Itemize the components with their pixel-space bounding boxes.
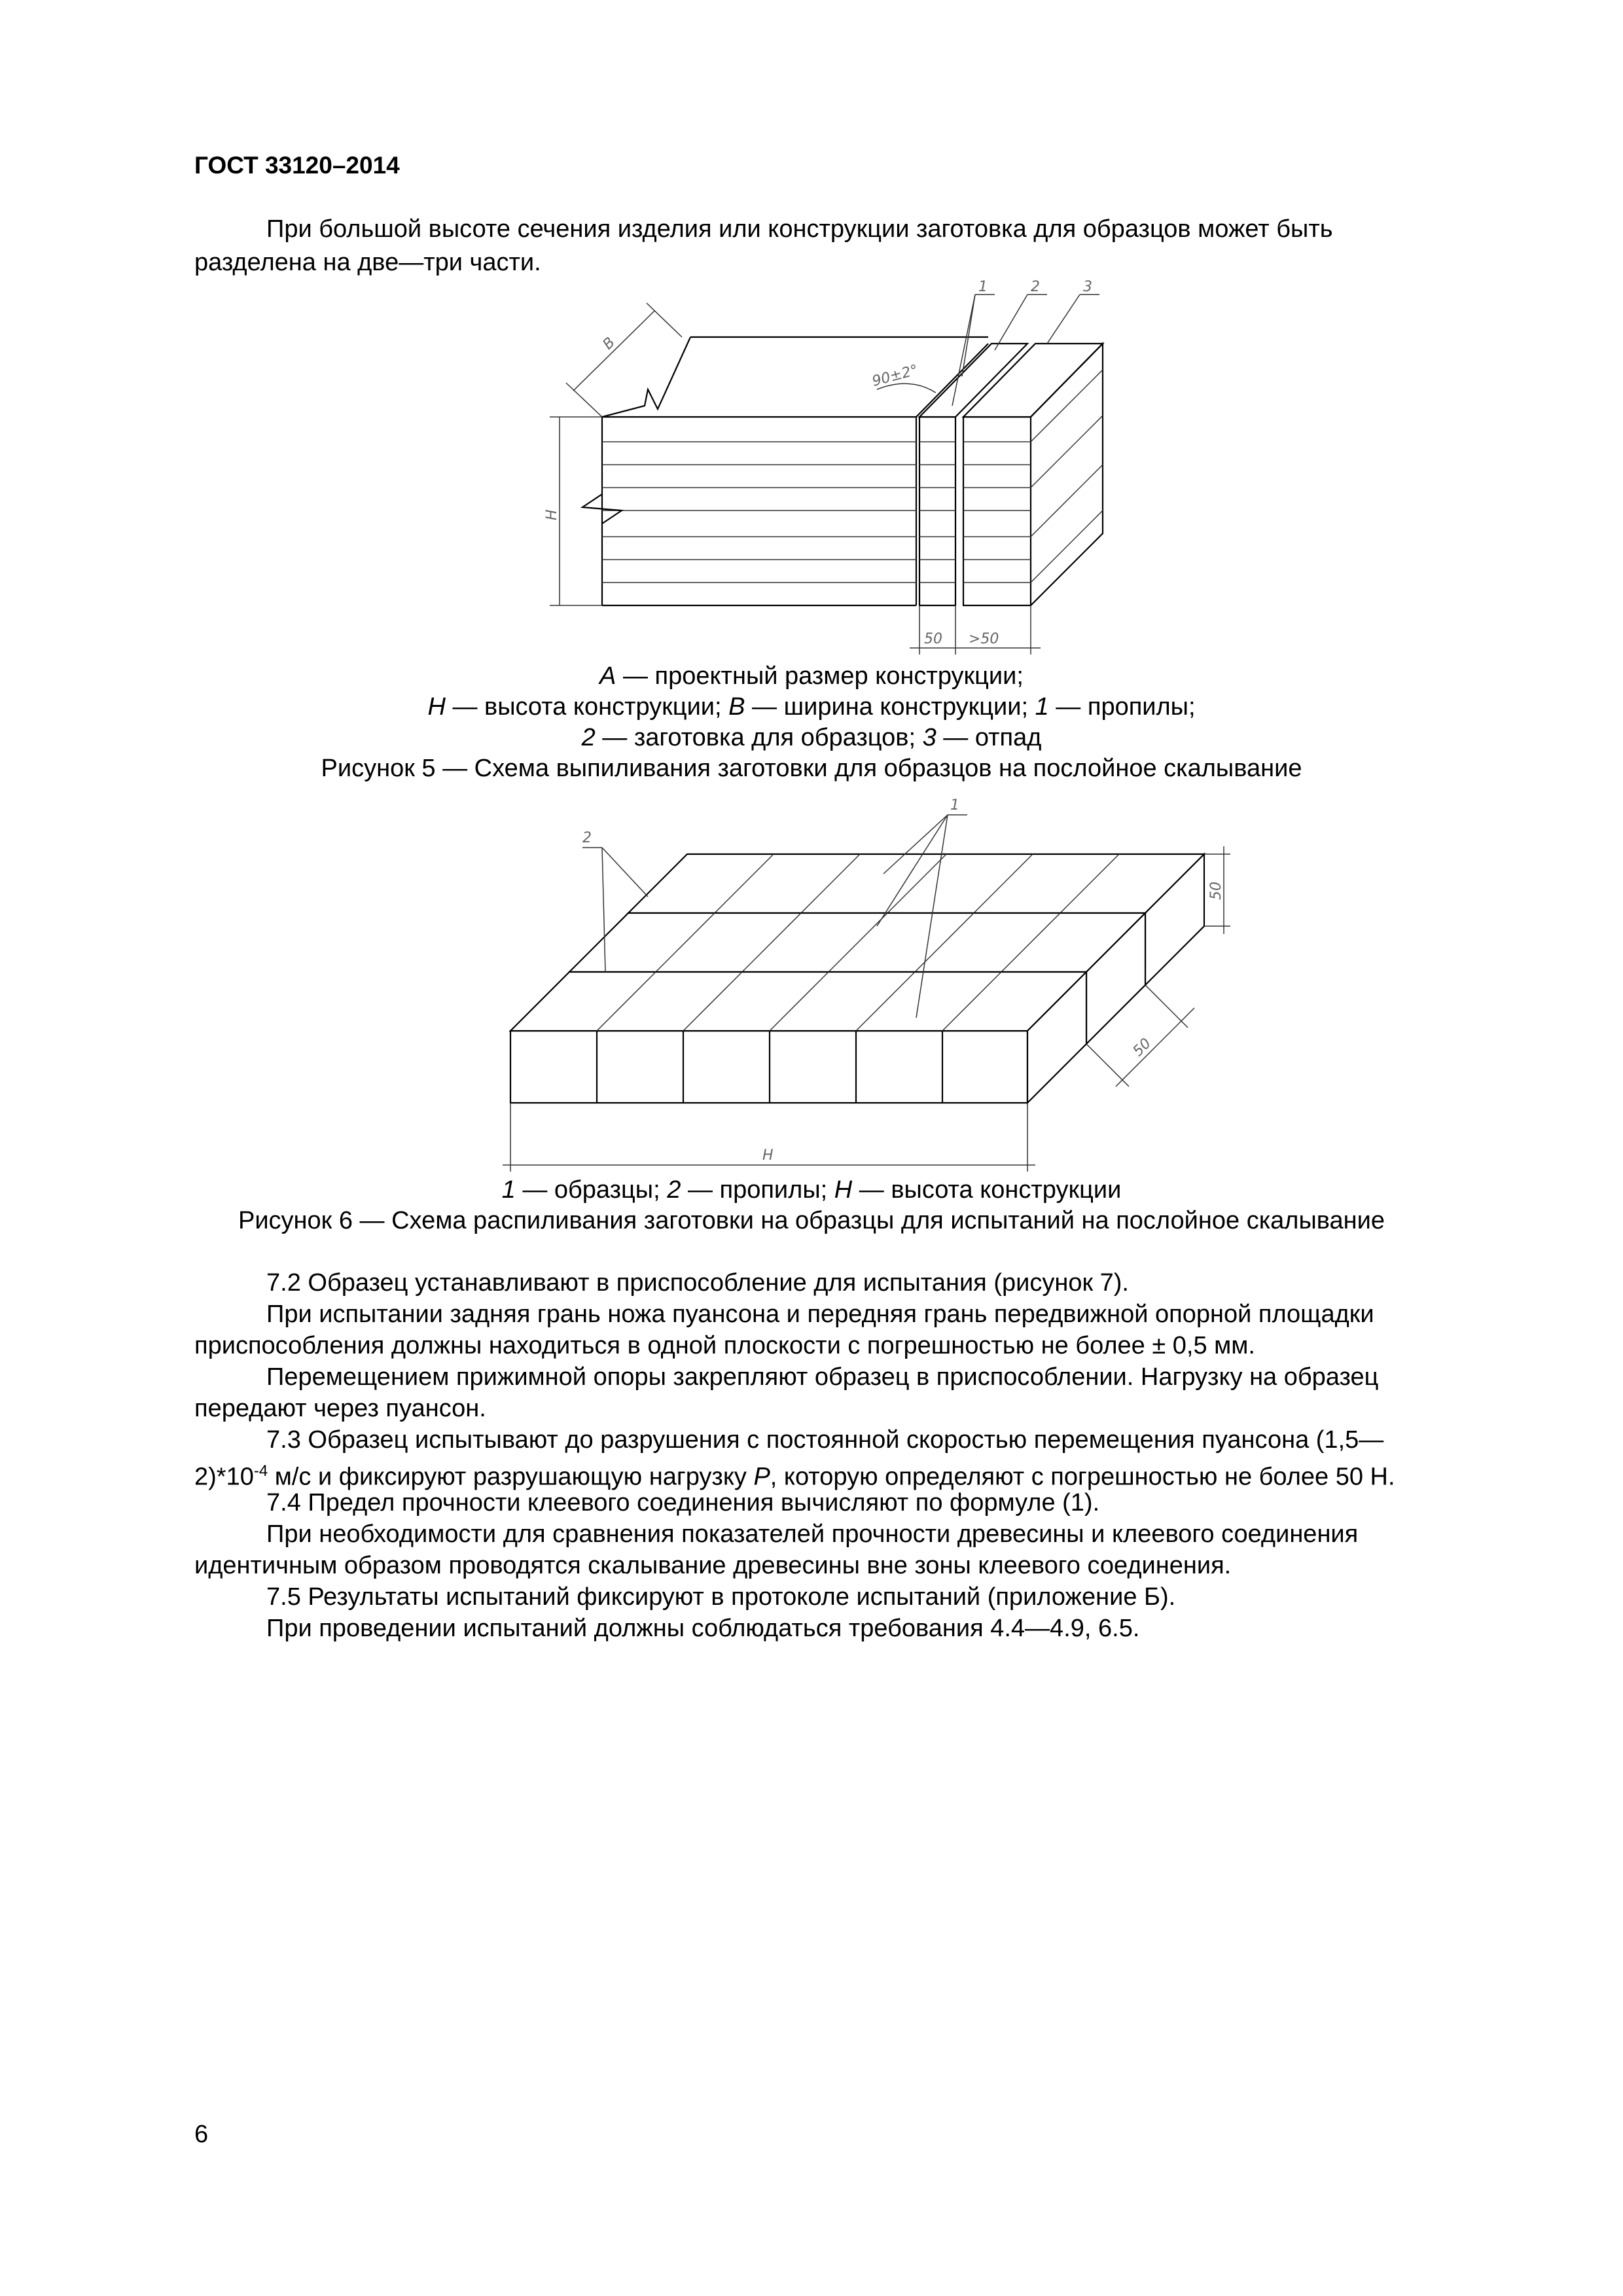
leader-3 xyxy=(1047,295,1080,344)
dim-b-label: B xyxy=(599,334,618,353)
legend-num-3: 3 xyxy=(922,724,936,751)
document-code-header: ГОСТ 33120–2014 xyxy=(194,152,400,179)
p3b-text: передают через пуансон. xyxy=(194,1395,486,1422)
figure-5-legend-1 xyxy=(131,661,1492,691)
p4b-mid: м/с и фиксируют разрушающую нагрузку xyxy=(268,1463,754,1491)
figure-5-legend-3 xyxy=(131,723,1492,753)
p3a-text: Перемещением прижимной опоры закрепляют образец в приспособлении. Нагрузку на образец xyxy=(266,1363,1379,1391)
legend-var-a: A xyxy=(599,662,616,690)
dim-h-label: H xyxy=(762,1147,774,1164)
legend-var-b: B xyxy=(728,693,745,721)
paragraph-comparison xyxy=(194,1518,1494,1551)
dim-50b-line xyxy=(1116,1008,1194,1086)
legend-a-text: — проектный размер конструкции; xyxy=(616,662,1024,690)
legend-h-text: — высота конструкции xyxy=(852,1176,1122,1204)
dim-gt50-label: >50 xyxy=(969,631,999,647)
dim-50-label: 50 xyxy=(924,631,942,647)
leader-3-label: 3 xyxy=(1083,279,1092,295)
legend-b-text: — ширина конструкции; xyxy=(745,693,1035,721)
paragraph-test-position xyxy=(194,1298,1494,1331)
dim-b-ext-1 xyxy=(566,383,602,417)
legend-var-h: H xyxy=(427,693,446,721)
p8-text: При проведении испытаний должны соблюдаться требования 4.4—4.9, 6.5. xyxy=(266,1615,1140,1642)
leader-1-label: 1 xyxy=(950,797,959,814)
leader-2-label: 2 xyxy=(582,830,592,846)
legend-num-1: 1 xyxy=(501,1176,516,1204)
leader-2 xyxy=(995,295,1027,350)
dim-b-ext-2 xyxy=(647,303,682,337)
page-number: 6 xyxy=(194,2121,209,2148)
p4b-post: , которую определяют с погрешностью не более 50 Н. xyxy=(770,1463,1395,1491)
p6a-text: При необходимости для сравнения показателей прочности древесины и клеевого соединения xyxy=(266,1520,1359,1548)
figure-6-drawing xyxy=(484,795,1257,1194)
legend-3-text: — отпад xyxy=(936,724,1042,751)
paragraph-test-position-cont xyxy=(194,1329,1494,1362)
dim-50b-label: 50 xyxy=(1130,1035,1155,1060)
paragraph-clamp-cont xyxy=(194,1392,1494,1425)
legend-1-text: — образцы; xyxy=(515,1176,668,1204)
figure-6-legend xyxy=(131,1175,1492,1205)
figure-5-legend-2 xyxy=(131,692,1492,722)
paragraph-7-4 xyxy=(194,1486,1494,1519)
p4a-text: 7.3 Образец испытывают до разрушения с постоянной скоростью перемещения пуансона (1,5— xyxy=(266,1426,1384,1454)
paragraph-comparison-cont xyxy=(194,1549,1494,1582)
figure-5-title: Рисунок 5 — Схема выпиливания заготовки для образцов на послойное скалывание xyxy=(321,755,1302,782)
p4b-exponent: -4 xyxy=(253,1462,268,1480)
p5-text: 7.4 Предел прочности клеевого соединения вычисляют по формуле (1). xyxy=(266,1489,1100,1516)
legend-2-text: — пропилы; xyxy=(681,1176,834,1204)
dim-b-line xyxy=(573,311,654,391)
p1-text: 7.2 Образец устанавливают в приспособление для испытания (рисунок 7). xyxy=(266,1269,1129,1297)
front-row-specimens xyxy=(510,972,1086,1103)
paragraph-7-5 xyxy=(194,1581,1494,1613)
leader-2-a xyxy=(602,848,648,897)
main-block-laminations xyxy=(602,417,916,605)
legend-var-h: H xyxy=(834,1176,853,1204)
intro-paragraph xyxy=(194,213,1494,245)
p7-text: 7.5 Результаты испытаний фиксируют в протоколе испытаний (приложение Б). xyxy=(266,1583,1176,1611)
figure-6-title: Рисунок 6 — Схема распиливания заготовки на образцы для испытаний на послойное скалывание xyxy=(238,1207,1385,1234)
leader-1-label: 1 xyxy=(978,279,988,295)
paragraph-requirements xyxy=(194,1612,1494,1645)
intro-paragraph-cont xyxy=(194,246,1494,279)
legend-num-1: 1 xyxy=(1035,693,1049,721)
p2b-text: приспособления должны находиться в одной плоскости с погрешностью не более ± 0,5 мм. xyxy=(194,1332,1255,1359)
figure-5-svg xyxy=(510,278,1178,664)
intro-line-2: разделена на две—три части. xyxy=(194,249,541,276)
angle-label: 90±2° xyxy=(870,362,920,390)
legend-num-2: 2 xyxy=(581,724,596,751)
dim-50a-label: 50 xyxy=(1208,882,1224,900)
legend-h-text: — высота конструкции; xyxy=(445,693,729,721)
p6b-text: идентичным образом проводятся скалывание древесины вне зоны клеевого соединения. xyxy=(194,1552,1232,1579)
leader-2-label: 2 xyxy=(1031,279,1040,295)
legend-2-text: — заготовка для образцов; xyxy=(595,724,923,751)
p2a-text: При испытании задняя грань ножа пуансона и передняя грань передвижной опорной площадки xyxy=(266,1300,1374,1328)
legend-1-text: — пропилы; xyxy=(1048,693,1196,721)
p4b-var: P xyxy=(753,1463,770,1491)
paragraph-clamp xyxy=(194,1361,1494,1393)
paragraph-7-2 xyxy=(194,1266,1494,1299)
p4b-pre: 2)*10 xyxy=(194,1463,254,1491)
intro-line-1: При большой высоте сечения изделия или конструкции заготовка для образцов может быть xyxy=(266,215,1333,243)
figure-6-svg xyxy=(484,795,1257,1194)
legend-num-2: 2 xyxy=(667,1176,681,1204)
dim-h-label: H xyxy=(544,509,560,520)
figure-5-drawing xyxy=(510,278,1178,664)
paragraph-7-3 xyxy=(194,1424,1494,1456)
